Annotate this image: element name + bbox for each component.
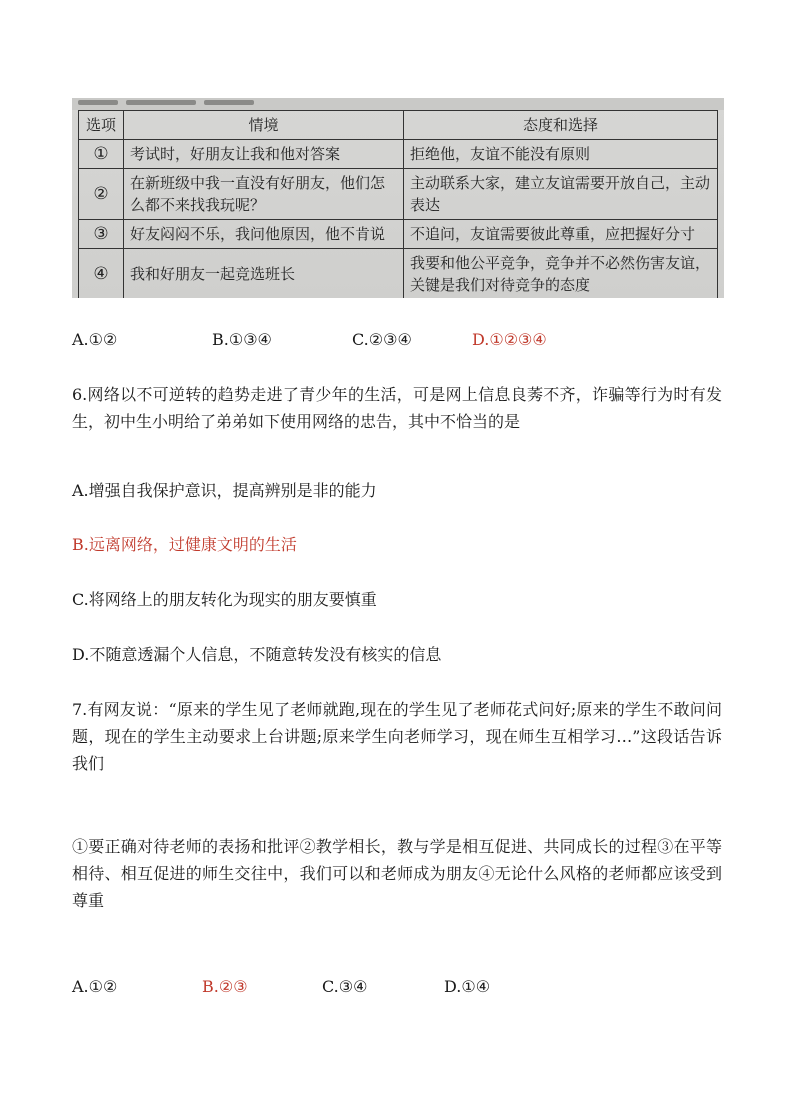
header-situation: 情境 — [124, 111, 404, 140]
header-attitude: 态度和选择 — [404, 111, 718, 140]
row-situation: 考试时，好朋友让我和他对答案 — [124, 140, 404, 169]
row-situation: 好友闷闷不乐，我问他原因，他不肯说 — [124, 220, 404, 249]
q7-stem: 7.有网友说：“原来的学生见了老师就跑,现在的学生见了老师花式问好;原来的学生不敢问问题，现在的学生主动要求上台讲题;原来学生向老师学习，现在师生互相学习…”这段话告诉我们 — [72, 700, 722, 773]
header-option: 选项 — [79, 111, 124, 140]
q7-option-b-answer[interactable]: B.②③ — [202, 977, 248, 996]
cropped-text-strip — [72, 98, 724, 110]
q7-option-a[interactable]: A.①② — [72, 977, 118, 996]
situation-table — [78, 110, 718, 298]
row-number: ② — [79, 169, 124, 220]
row-situation: 在新班级中我一直没有好朋友，他们怎么都不来找我玩呢？ — [124, 169, 404, 220]
table-row — [79, 169, 718, 220]
q5-option-c[interactable]: C.②③④ — [352, 330, 412, 349]
q6-option-d[interactable]: D.不随意透漏个人信息，不随意转发没有核实的信息 — [72, 645, 442, 664]
q6-option-b-answer[interactable]: B.远离网络，过健康文明的生活 — [72, 535, 297, 554]
row-attitude: 拒绝他，友谊不能没有原则 — [404, 140, 718, 169]
row-attitude: 主动联系大家，建立友谊需要开放自己，主动表达 — [404, 169, 718, 220]
row-attitude: 不追问，友谊需要彼此尊重，应把握好分寸 — [404, 220, 718, 249]
row-attitude: 我要和他公平竞争，竞争并不必然伤害友谊，关键是我们对待竞争的态度 — [404, 249, 718, 299]
table-row — [79, 140, 718, 169]
table-row — [79, 249, 718, 299]
row-number: ① — [79, 140, 124, 169]
q7-option-c[interactable]: C.③④ — [322, 977, 368, 996]
row-number: ④ — [79, 249, 124, 299]
q7-option-d[interactable]: D.①④ — [444, 977, 491, 996]
table-header-row — [79, 111, 718, 140]
q5-option-a[interactable]: A.①② — [72, 330, 118, 349]
q6-option-c[interactable]: C.将网络上的朋友转化为现实的朋友要慎重 — [72, 590, 377, 609]
row-number: ③ — [79, 220, 124, 249]
q6-option-a[interactable]: A.增强自我保护意识，提高辨别是非的能力 — [72, 481, 377, 500]
q5-option-b[interactable]: B.①③④ — [212, 330, 272, 349]
q5-option-d-answer[interactable]: D.①②③④ — [472, 330, 547, 349]
q7-statements: ①要正确对待老师的表扬和批评②教学相长，教与学是相互促进、共同成长的过程③在平等相待、相互促进的师生交往中，我们可以和老师成为朋友④无论什么风格的老师都应该受到尊重 — [72, 837, 722, 910]
row-situation: 我和好朋友一起竞选班长 — [124, 249, 404, 299]
scanned-table-photo — [72, 98, 724, 298]
q6-stem: 6.网络以不可逆转的趋势走进了青少年的生活，可是网上信息良莠不齐，诈骗等行为时有发生，初中生小明给了弟弟如下使用网络的忠告，其中不恰当的是 — [72, 385, 722, 431]
table-row — [79, 220, 718, 249]
